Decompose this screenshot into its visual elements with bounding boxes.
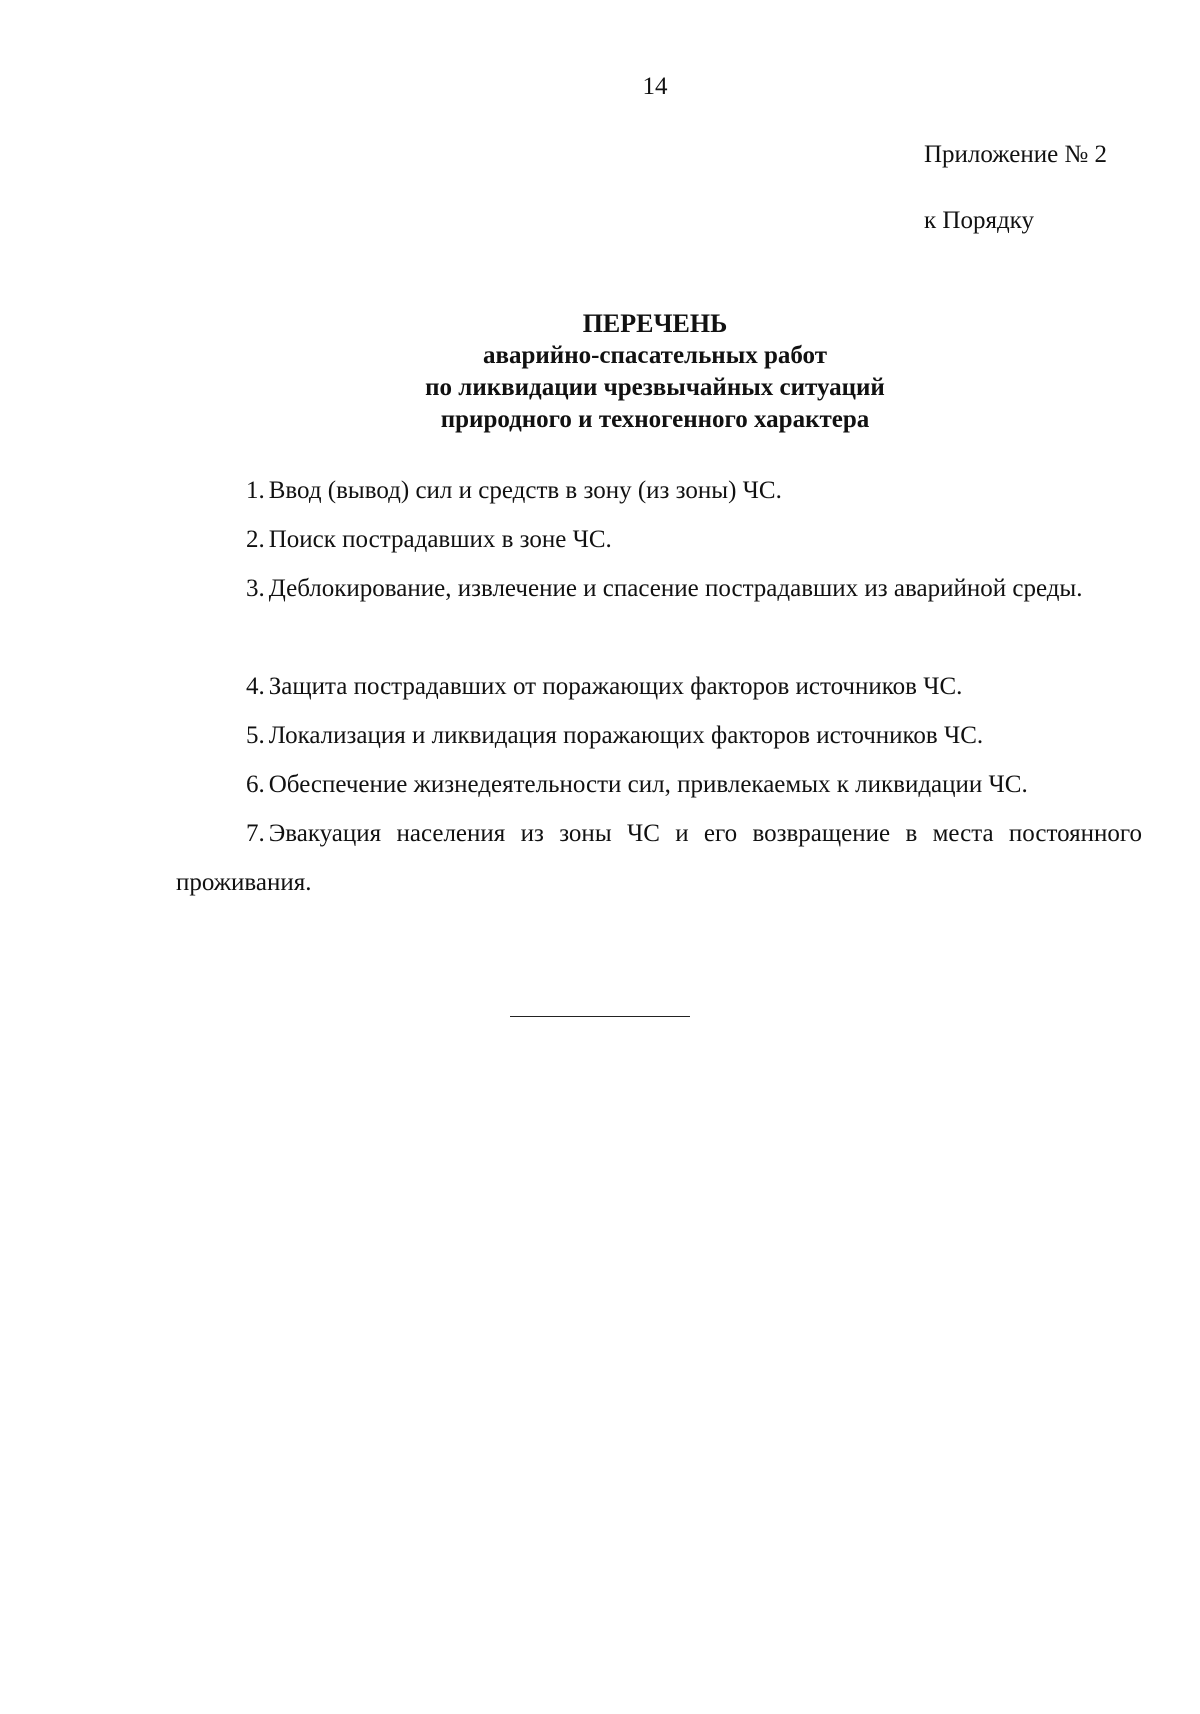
list-item-text: Эвакуация населения из зоны ЧС и его возвращение в места постоянного проживания. <box>176 820 1142 896</box>
list-item-text: Защита пострадавших от поражающих факторов источников ЧС. <box>268 673 963 700</box>
title-subtitle-line-1: аварийно-спасательных работ <box>482 342 828 369</box>
list-item-text: Поиск пострадавших в зоне ЧС. <box>268 526 612 553</box>
list-item-number: 2. <box>246 526 265 553</box>
title-main: ПЕРЕЧЕНЬ <box>582 309 728 338</box>
list-item-text: Деблокирование, извлечение и спасение пострадавших из аварийной среды. <box>268 575 1083 602</box>
document-title <box>0 308 1200 436</box>
list-item-text: Ввод (вывод) сил и средств в зону (из зоны) ЧС. <box>268 477 782 504</box>
list-item <box>176 466 1142 515</box>
list-item-number: 1. <box>246 477 265 504</box>
end-separator-line <box>510 1016 690 1017</box>
appendix-reference: к Порядку <box>924 207 1034 234</box>
title-subtitle-line-3: природного и техногенного характера <box>440 406 870 433</box>
list-item-number: 4. <box>246 673 265 700</box>
list-item <box>176 809 1142 907</box>
list-item-text: Локализация и ликвидация поражающих факторов источников ЧС. <box>268 722 984 749</box>
list-item <box>176 515 1142 564</box>
list-item <box>176 711 1142 760</box>
list-item-number: 3. <box>246 575 265 602</box>
title-subtitle-line-2: по ликвидации чрезвычайных ситуаций <box>425 374 885 401</box>
list-item-number: 7. <box>246 820 265 847</box>
page-number: 14 <box>642 73 668 100</box>
list-item-number: 5. <box>246 722 265 749</box>
list-item <box>176 662 1142 711</box>
list-item-text: Обеспечение жизнедеятельности сил, привлекаемых к ликвидации ЧС. <box>268 771 1028 798</box>
list-item <box>176 564 1142 613</box>
list-item-number: 6. <box>246 771 265 798</box>
list-item <box>176 760 1142 809</box>
appendix-label: Приложение № 2 <box>924 141 1108 168</box>
